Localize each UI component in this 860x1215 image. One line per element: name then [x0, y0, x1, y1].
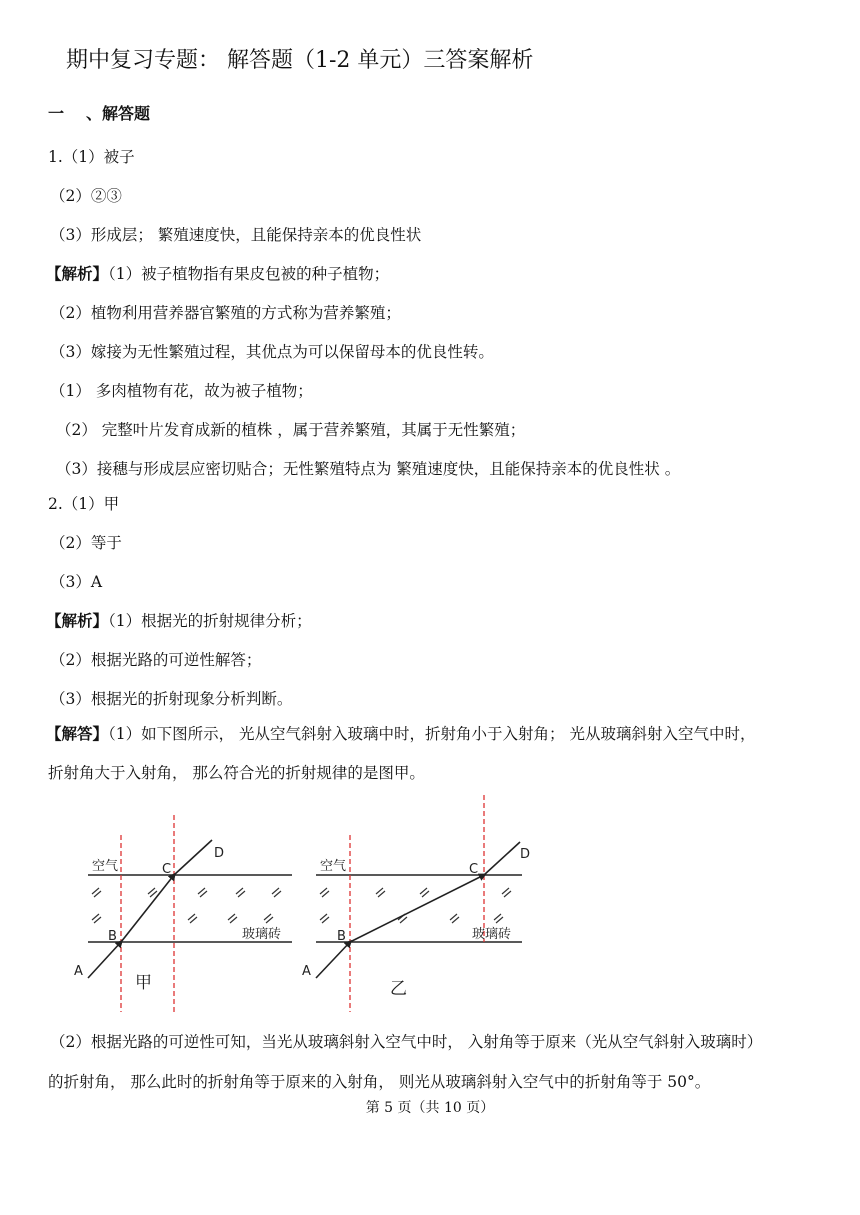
air-label: 空气 — [320, 859, 347, 874]
analysis-line: （3）根据光的折射现象分析判断。 — [50, 690, 293, 708]
glass-hatching — [320, 888, 511, 923]
analysis-text: （1）被子植物指有果皮包被的种子植物； — [108, 265, 390, 283]
solution-tag: 【解答】 — [46, 724, 109, 743]
solution-line: 的折射角， 那么此时的折射角等于原来的入射角， 则光从玻璃斜射入空气中的折射角等于 50°。 — [48, 1073, 711, 1091]
point-d-label: D — [214, 846, 225, 861]
analysis-line: （3）嫁接为无性繁殖过程，其优点为可以保留母本的优良性转。 — [50, 343, 494, 361]
emergent-ray — [174, 840, 212, 875]
air-label: 空气 — [92, 859, 119, 874]
point-b-label: B — [337, 929, 346, 944]
glass-label: 玻璃砖 — [242, 927, 282, 942]
answer-line: （2）②③ — [50, 187, 122, 205]
solution-line — [46, 724, 755, 744]
solution-line: 折射角大于入射角， 那么符合光的折射规律的是图甲。 — [48, 764, 425, 782]
caption-jia: 甲 — [135, 973, 152, 993]
analysis-line: （1） 多肉植物有花，故为被子植物； — [50, 382, 313, 400]
refracted-ray — [121, 875, 174, 942]
section-number: 一 — [48, 104, 65, 123]
diagram-yi — [302, 795, 530, 1012]
analysis-line: （2） 完整叶片发育成新的植株 ，属于营养繁殖，其属于无性繁殖； — [56, 421, 526, 439]
incident-ray — [88, 942, 121, 978]
point-d-label: D — [520, 847, 531, 862]
refraction-figure — [60, 790, 540, 1020]
analysis-text: （1）根据光的折射规律分析； — [108, 612, 312, 630]
answer-line: 2.（1）甲 — [48, 495, 120, 513]
answer-line: （3）A — [50, 573, 103, 591]
diagram-jia — [74, 815, 292, 1012]
analysis-line: （3）接穗与形成层应密切贴合；无性繁殖特点为 繁殖速度快，且能保持亲本的优良性状 。 — [56, 460, 681, 478]
incident-ray — [316, 942, 350, 978]
section-label: 、解答题 — [86, 104, 151, 123]
page-title: 期中复习专题： 解答题（1-2 单元）三答案解析 — [66, 48, 534, 73]
solution-text: （1）如下图所示， 光从空气斜射入玻璃中时，折射角小于入射角； 光从玻璃斜射入空气中时， — [108, 725, 756, 743]
analysis-line: （2）根据光路的可逆性解答； — [50, 651, 262, 669]
answer-line: 1.（1）被子 — [48, 148, 135, 166]
analysis-line: （2）植物利用营养器官繁殖的方式称为营养繁殖； — [50, 304, 401, 322]
analysis-tag: 【解析】 — [46, 611, 109, 630]
section-heading — [48, 101, 150, 124]
point-b-label: B — [108, 929, 117, 944]
page-footer: 第 5 页（共 10 页） — [365, 1100, 495, 1116]
analysis-tag: 【解析】 — [46, 264, 109, 283]
point-c-label: C — [469, 862, 479, 877]
answer-line: （2）等于 — [50, 534, 122, 552]
point-a-label: A — [302, 964, 311, 979]
point-c-label: C — [162, 862, 172, 877]
answer-line: （3）形成层； 繁殖速度快，且能保持亲本的优良性状 — [50, 226, 422, 244]
solution-line: （2）根据光路的可逆性可知，当光从玻璃斜射入空气中时， 入射角等于原来（光从空气斜射入玻璃时） — [50, 1033, 763, 1051]
glass-label: 玻璃砖 — [472, 927, 512, 942]
analysis-line — [46, 264, 389, 284]
caption-yi: 乙 — [390, 979, 407, 999]
analysis-line — [46, 611, 312, 631]
point-a-label: A — [74, 964, 83, 979]
emergent-ray — [484, 842, 520, 875]
refracted-ray — [350, 875, 484, 942]
